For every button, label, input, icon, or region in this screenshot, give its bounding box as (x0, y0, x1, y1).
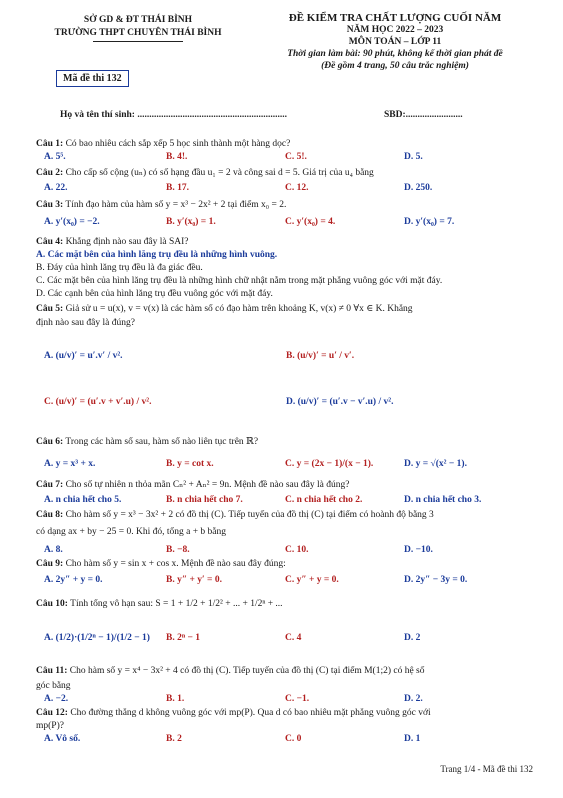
q1-answer-d: D. 5. (404, 152, 423, 162)
q8-answer-b: B. −8. (166, 545, 190, 555)
q3-answer-a: A. y′(x₀) = −2. (44, 217, 100, 227)
question-7: Câu 7: Cho số tự nhiên n thỏa mãn Cₙ² + Aₙ² = 9n. Mệnh đề nào sau đây là đúng? (36, 480, 350, 490)
question-12-line1: Câu 12: Cho đường thẳng d không vuông góc với mp(P). Qua d có bao nhiêu mặt phẳng vuông góc với (36, 708, 431, 718)
q12-answer-a: A. Vô số. (44, 734, 81, 744)
page-note: (Đề gồm 4 trang, 50 câu trắc nghiệm) (321, 61, 469, 71)
student-name-field: Họ và tên thí sinh: ............................................................... (60, 110, 287, 120)
question-8-line1: Câu 8: Cho hàm số y = x³ − 3x² + 2 có đồ thị (C). Tiếp tuyến của đồ thị (C) tại điểm có hoành độ bằng 3 (36, 510, 434, 520)
q2-answer-d: D. 250. (404, 183, 433, 193)
exam-title: ĐỀ KIỂM TRA CHẤT LƯỢNG CUỐI NĂM (288, 12, 502, 24)
q7-answer-d: D. n chia hết cho 3. (404, 495, 482, 505)
school-year: NĂM HỌC 2022 – 2023 (346, 25, 444, 35)
question-12-line2: mp(P)? (36, 721, 64, 731)
q8-answer-d: D. −10. (404, 545, 433, 555)
q10-answer-b: B. 2ⁿ − 1 (166, 633, 201, 643)
q3-answer-b: B. y′(x₀) = 1. (166, 217, 216, 227)
q7-answer-c: C. n chia hết cho 2. (285, 495, 363, 505)
q6-answer-a: A. y = x³ + x. (44, 459, 96, 469)
header-underline (93, 41, 183, 42)
q4-answer-a: A. Các mặt bên của hình lăng trụ đều là những hình vuông. (36, 250, 278, 260)
q3-answer-c: C. y′(x₀) = 4. (285, 217, 336, 227)
q11-answer-b: B. 1. (166, 694, 185, 704)
q5-answer-d: D. (u/v)′ = (u′.v − v′.u) / v². (286, 397, 394, 407)
page-footer: Trang 1/4 - Mã đề thi 132 (440, 764, 533, 774)
q4-answer-d: D. Các cạnh bên của hình lăng trụ đều vuông góc với mặt đáy. (36, 289, 273, 299)
q1-answer-b: B. 4!. (166, 152, 188, 162)
q12-answer-d: D. 1 (404, 734, 421, 744)
question-5-line2: định nào sau đây là đúng? (36, 318, 135, 328)
q5-answer-c: C. (u/v)′ = (u′.v + v′.u) / v². (44, 397, 152, 407)
q11-answer-d: D. 2. (404, 694, 423, 704)
q2-answer-a: A. 22. (44, 183, 68, 193)
q2-answer-b: B. 17. (166, 183, 189, 193)
question-3: Câu 3: Tính đạo hàm của hàm số y = x³ − 2x² + 2 tại điểm x₀ = 2. (36, 200, 287, 210)
q1-answer-a: A. 5⁵. (44, 152, 66, 162)
q4-answer-b: B. Đáy của hình lăng trụ đều là đa giác đều. (36, 263, 203, 273)
question-10: Câu 10: Tính tổng vô hạn sau: S = 1 + 1/2 + 1/2² + ... + 1/2ⁿ + ... (36, 599, 283, 609)
q6-answer-c: C. y = (2x − 1)/(x − 1). (285, 459, 374, 469)
question-5-line1: Câu 5: Giả sử u = u(x), v = v(x) là các hàm số có đạo hàm trên khoảng K, v(x) ≠ 0 ∀x ∈ K. Khẳng (36, 304, 413, 314)
question-6: Câu 6: Trong các hàm số sau, hàm số nào liên tục trên ℝ? (36, 437, 259, 447)
question-11-line2: góc bằng (36, 681, 71, 691)
question-8-line2: có dạng ax + by − 25 = 0. Khi đó, tổng a + b bằng (36, 527, 227, 537)
q6-answer-d: D. y = √(x² − 1). (404, 459, 467, 469)
q3-answer-d: D. y′(x₀) = 7. (404, 217, 455, 227)
sbd-field: SBD:........................ (384, 110, 463, 120)
department: SỞ GD & ĐT THÁI BÌNH (83, 15, 193, 25)
student-info (60, 110, 463, 120)
q11-answer-c: C. −1. (285, 694, 310, 704)
q12-answer-c: C. 0 (285, 734, 302, 744)
q7-answer-b: B. n chia hết cho 7. (166, 495, 243, 505)
q1-answer-c: C. 5!. (285, 152, 307, 162)
exam-code-box: Mã đề thi 132 (56, 70, 129, 87)
q5-answer-a: A. (u/v)′ = u′.v′ / v². (44, 351, 123, 361)
q9-answer-b: B. y″ + y′ = 0. (166, 575, 222, 585)
q8-answer-c: C. 10. (285, 545, 309, 555)
q9-answer-d: D. 2y″ − 3y = 0. (404, 575, 468, 585)
question-1: Câu 1: Có bao nhiêu cách sắp xếp 5 học sinh thành một hàng dọc? (36, 139, 291, 149)
q8-answer-a: A. 8. (44, 545, 63, 555)
q12-answer-b: B. 2 (166, 734, 182, 744)
header-left (38, 14, 238, 42)
subject: MÔN TOÁN – LỚP 11 (348, 37, 442, 47)
q7-answer-a: A. n chia hết cho 5. (44, 495, 122, 505)
header-right (250, 12, 540, 72)
question-11-line1: Câu 11: Cho hàm số y = x⁴ − 3x² + 4 có đồ thị (C). Tiếp tuyến của đồ thị (C) tại điểm M(1;2) có hệ số (36, 666, 425, 676)
question-4: Câu 4: Khẳng định nào sau đây là SAI? (36, 237, 189, 247)
q10-answer-c: C. 4 (285, 633, 302, 643)
q4-answer-c: C. Các mặt bên của hình lăng trụ đều là những hình chữ nhật nằm trong mặt phẳng vuông góc với mặt đáy. (36, 276, 443, 286)
q11-answer-a: A. −2. (44, 694, 69, 704)
q10-answer-d: D. 2 (404, 633, 421, 643)
q10-answer-a: A. (1/2)·(1/2ⁿ − 1)/(1/2 − 1) (44, 633, 150, 643)
question-9: Câu 9: Cho hàm số y = sin x + cos x. Mệnh đề nào sau đây đúng: (36, 559, 286, 569)
q5-answer-b: B. (u/v)′ = u′ / v′. (286, 351, 355, 361)
q6-answer-b: B. y = cot x. (166, 459, 214, 469)
q9-answer-a: A. 2y″ + y = 0. (44, 575, 103, 585)
q9-answer-c: C. y″ + y = 0. (285, 575, 339, 585)
time-limit: Thời gian làm bài: 90 phút, không kể thời gian phát đề (287, 49, 503, 59)
question-2: Câu 2: Cho cấp số cộng (uₙ) có số hạng đầu u₁ = 2 và công sai d = 5. Giá trị của u₄ bằng (36, 168, 374, 178)
q2-answer-c: C. 12. (285, 183, 309, 193)
school-name: TRƯỜNG THPT CHUYÊN THÁI BÌNH (54, 28, 222, 38)
